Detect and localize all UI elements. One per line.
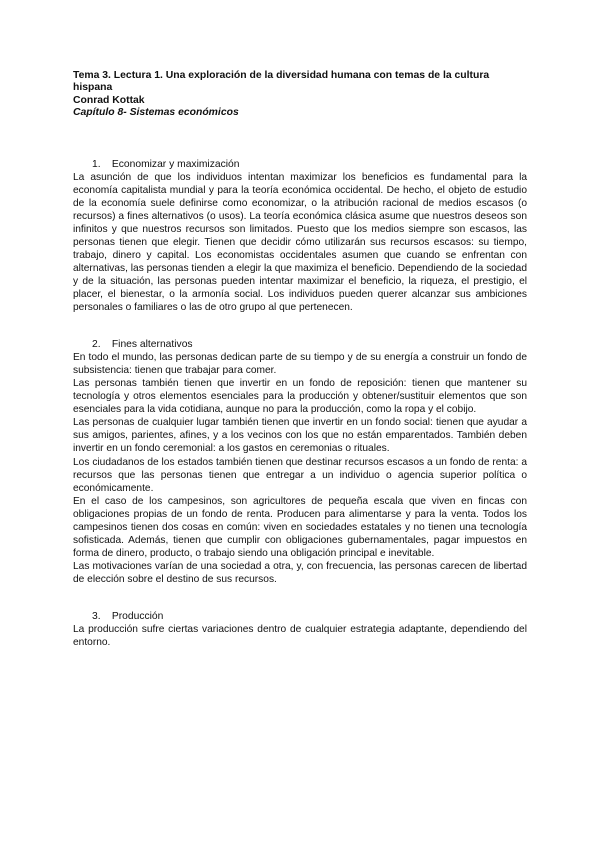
paragraph: La producción sufre ciertas variaciones dentro de cualquier estrategia adaptante, dependiendo del entorno. — [73, 623, 527, 649]
section-heading — [73, 338, 527, 351]
section-number: 2. — [92, 339, 101, 351]
document-title-line-1: Tema 3. Lectura 1. Una exploración de la diversidad humana con temas de la cultura — [73, 70, 490, 81]
document-chapter: Capítulo 8- Sistemas económicos — [73, 107, 239, 119]
paragraph: En el caso de los campesinos, son agricultores de pequeña escala que viven en fincas con obligaciones propias de un fondo de renta. Producen para alimentarse y para la venta. Todos los campesinos tienen dos cosas en común: viven en sociedades estatales y no tienen una tecnología sofisticada. Además, tienen que cumplir con obligaciones gubernamentales, pagar impuestos en forma de dinero, producto, o trabajo siendo una obligación principal e inevitable. — [73, 495, 527, 559]
paragraph: La asunción de que los individuos intentan maximizar los beneficios es fundamental para la economía capitalista mundial y para la teoría económica occidental. De hecho, el objeto de estudio de la economía suele definirse como economizar, o la atribución racional de medios escasos (o recursos) a fines alternativos (o usos). La teoría económica clásica asume que nuestros deseos son infinitos y que nuestros recursos son limitados. Puesto que los medios siempre son escasos, las personas tienen que elegir. Tienen que decidir cómo utilizarán sus recursos escasos: su tiempo, trabajo, dinero y capital. Los economistas occidentales asumen que cuando se enfrentan con alternativas, las personas tienden a elegir la que maximiza el beneficio. Dependiendo de la sociedad y de la situación, las personas pueden intentar maximizar el beneficio, la riqueza, el prestigio, el placer, el bienestar, o la armonía social. Los individuos pueden querer alcanzar sus ambiciones personales o familiares o las de otro grupo al que pertenecen. — [73, 171, 527, 314]
paragraph: Los ciudadanos de los estados también tienen que destinar recursos escasos a un fondo de renta: a recursos que las personas tienen que entregar a un individuo o agencia superior política o económicamente. — [73, 456, 527, 494]
section-produccion — [73, 610, 527, 649]
paragraph: En todo el mundo, las personas dedican parte de su tiempo y de su energía a construir un fondo de subsistencia: tienen que trabajar para comer. — [73, 352, 527, 377]
section-number: 3. — [92, 610, 101, 622]
section-heading — [73, 158, 527, 171]
paragraph: Las personas de cualquier lugar también tienen que invertir en un fondo social: tienen que ayudar a sus amigos, parientes, afines, y a los vecinos con los que no están emparentados. También deben invertir en un fondo ceremonial: a los gastos en ceremonias o rituales. — [73, 417, 527, 455]
document-author: Conrad Kottak — [73, 94, 145, 106]
document-header — [73, 70, 527, 120]
paragraph: Las motivaciones varían de una sociedad a otra, y, con frecuencia, las personas carecen de libertad de elección sobre el destino de sus recursos. — [73, 560, 527, 585]
document-title-line-2: hispana — [73, 82, 113, 94]
section-title: Fines alternativos — [111, 339, 193, 351]
section-number: 1. — [92, 158, 101, 170]
section-title: Producción — [111, 610, 164, 622]
section-heading — [73, 610, 527, 623]
paragraph: Las personas también tienen que invertir en un fondo de reposición: tienen que mantener su tecnología y otros elementos esenciales para la producción y obtener/sustituir elementos que son esenciales para la vida cotidiana, aunque no para la producción, como la ropa y el cobijo. — [73, 378, 527, 416]
section-title: Economizar y maximización — [111, 158, 240, 170]
section-economizar — [73, 158, 527, 315]
section-fines-alternativos — [73, 338, 527, 586]
